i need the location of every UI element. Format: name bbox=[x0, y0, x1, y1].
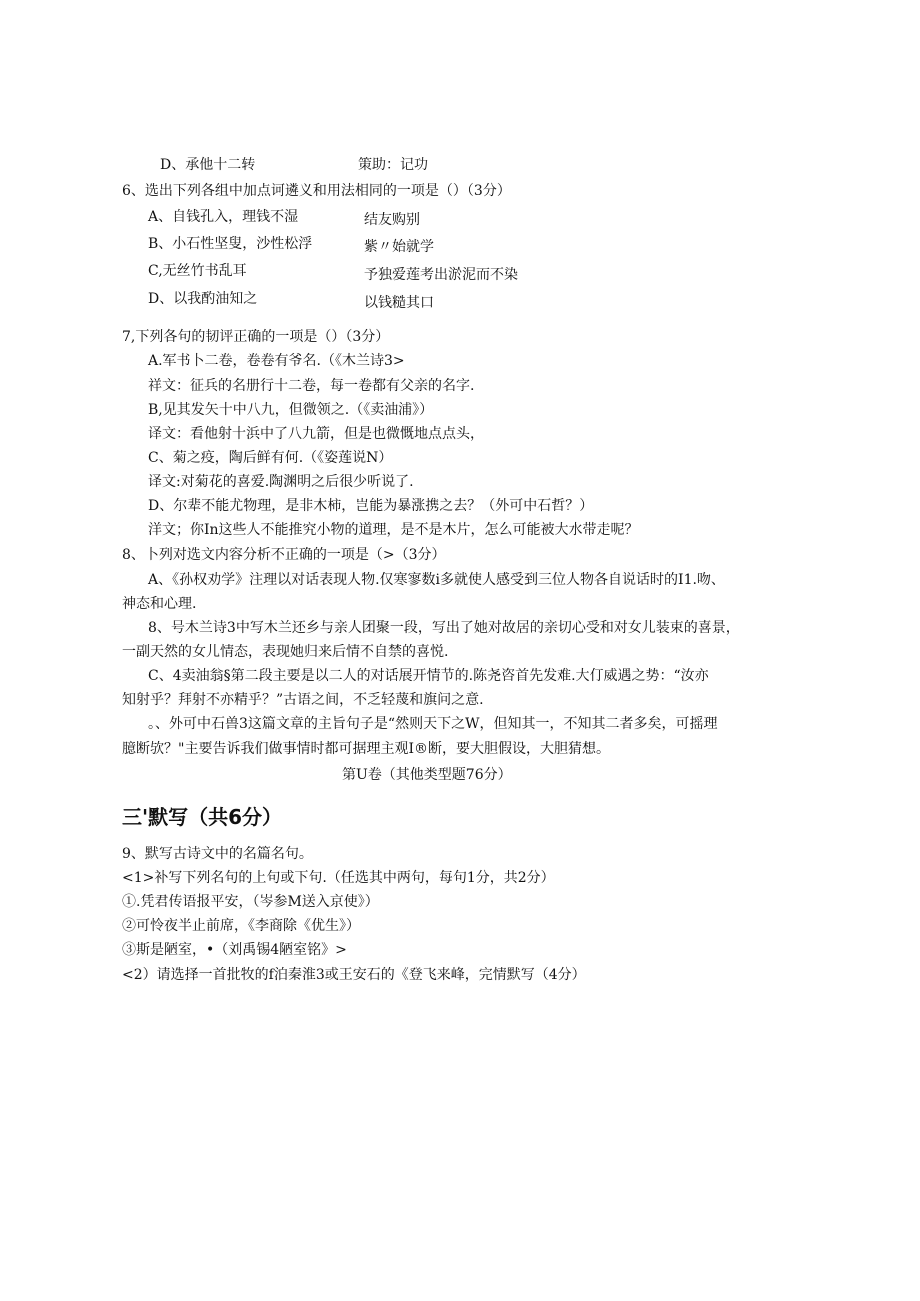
q9-sub2: <2）请选择一首批牧的f泊秦淮3或王安石的《登飞来峰，完情默写（4分） bbox=[122, 967, 586, 983]
q6-option-d-left: D、以我酌油知之 bbox=[148, 291, 258, 307]
q9-stem: 9、默写古诗文中的名篇名句。 bbox=[122, 846, 313, 862]
q9-item: ①.凭君传语报平安，（岑参M送入京使》） bbox=[122, 894, 379, 910]
q7-line: 译文：看他射十浜中了八九箭，但是也微慨地点点头， bbox=[148, 426, 484, 442]
q8-line: 知射乎？拜射不亦精乎？”古语之间，不乏轻蔑和旗问之意. bbox=[122, 692, 484, 708]
q5-option-d-left: D、承他十二转 bbox=[160, 157, 256, 173]
q6-stem: 6、选出下列各组中加点诃遴义和用法相同的一项是（）（3分） bbox=[122, 183, 511, 199]
part2-title: 第U卷（其他类型题76分） bbox=[342, 767, 512, 783]
q7-line: A.军书卜二卷，卷卷有爷名.（《木兰诗3> bbox=[148, 353, 405, 369]
q8-line: A、《孙权劝学》注理以对话表现人物.仅寒寥数i多就使人感受到三位人物各自说话时的I1.吻、 bbox=[148, 572, 725, 588]
q9-item: ②可怜夜半止前席，《李商除《优生》） bbox=[122, 918, 360, 934]
q8-line: C、4卖油翁§第二段主要是以二人的对话展开情节的.陈尧咨首先发难.大仃威遇之势：“汝亦 bbox=[148, 668, 709, 684]
q8-line: 一副天然的女儿情态，表现她归来后情不自禁的喜悦. bbox=[122, 644, 449, 660]
q6-option-d-right: 以钱糙其口 bbox=[364, 295, 434, 311]
q7-line: 洋文；你In这些人不能推究小物的道理，是不是木片，怎么可能被大水带走呢？ bbox=[148, 522, 639, 538]
q7-line: 祥文：征兵的名册行十二卷，每一卷都有父亲的名字. bbox=[148, 378, 475, 394]
q9-sub1: <1>补写下列名句的上句或下句.（任选其中两句，每句1分，共2分） bbox=[122, 870, 555, 886]
q8-line: 。、外可中石兽3这篇文章的主旨句子是“然则天下之W，但知其一，不知其二者多矣，可摇理 bbox=[148, 716, 718, 732]
q7-line: C、菊之疫，陶后鲜有何.（《姿莲说N） bbox=[148, 450, 393, 466]
q7-line: D、尔辈不能尤物理，是非木柿，岂能为暴涨携之去？（外可中石哲？） bbox=[148, 498, 594, 514]
q8-line: 臆断欤？"主要告诉我们做事情时都可据理主观I®断，要大胆假设，大胆猜想。 bbox=[122, 741, 610, 757]
q8-stem: 8、卜列对选文内容分析不正确的一项是（>（3分） bbox=[122, 547, 446, 563]
q6-option-b-left: B、小石性坚叟，沙性松浮 bbox=[148, 236, 313, 252]
q7-stem: 7,下列各句的韧评正确的一项是（）（3分） bbox=[122, 329, 390, 345]
q8-line: 神态和心理. bbox=[122, 596, 197, 612]
q6-option-b-right: 紫〃始就学 bbox=[364, 239, 434, 255]
q6-option-a-right: 结友购别 bbox=[364, 212, 420, 228]
q5-option-d-right: 策助：记功 bbox=[358, 157, 428, 173]
q9-item: ③斯是陋室，•（刘禹锡4陋室铭》> bbox=[122, 942, 347, 958]
q6-option-a-left: A、自钱孔入，理钱不湿 bbox=[148, 209, 299, 225]
q7-line: B,见其发矢十中八九，但微领之.（《卖油浦》） bbox=[148, 402, 434, 418]
section3-heading: 三'默写（共6分） bbox=[122, 805, 283, 829]
q6-option-c-left: C,无丝竹书乱耳 bbox=[148, 263, 247, 279]
q7-line: 译文:对菊花的喜爱.陶渊明之后很少听说了. bbox=[148, 474, 414, 490]
q8-line: 8、号木兰诗3中写木兰还乡与亲人团聚一段，写出了她对故居的亲切心受和对女儿装束的喜景， bbox=[148, 620, 740, 636]
q6-option-c-right: 予独爱莲考出淤泥而不染 bbox=[364, 267, 518, 283]
